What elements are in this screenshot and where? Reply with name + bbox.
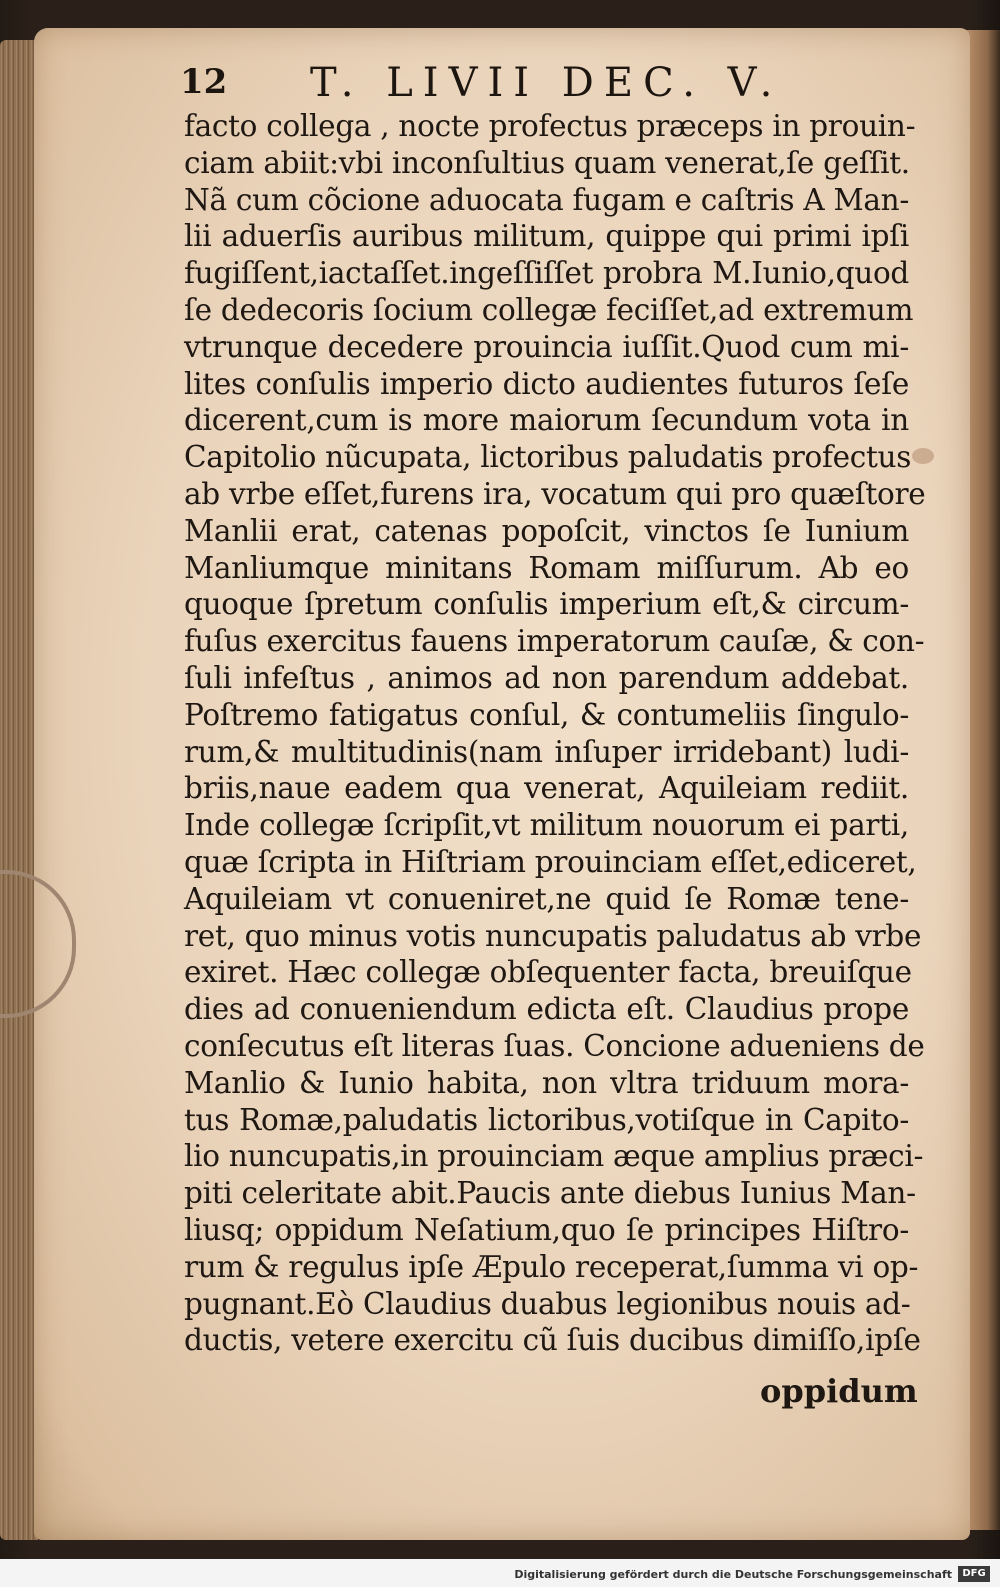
dfg-logo: DFG [958,1566,990,1582]
text-line: exiret. Hæc collegæ obſequenter facta, breuiſque [184,955,912,990]
text-line: ret, quo minus votis nuncupatis paludatus ab vrbe [184,918,922,953]
text-line: Manliumque minitans Romam miſſurum. Ab eo [184,550,909,585]
text-line: dies ad conueniendum edicta eſt. Claudius prope [184,992,909,1027]
text-line: fugiſſent,iactaſſet.ingeſſiſſet probra M.Iunio,quod [184,256,909,291]
text-line: liusq; oppidum Neſatium,quo ſe principes Hiſtro- [184,1212,909,1247]
footer-bar [0,1559,1000,1587]
text-line: piti celeritate abit.Paucis ante diebus Iunius Man- [184,1176,916,1211]
book-page-edges-left [0,40,38,1540]
text-line: ab vrbe eſſet,furens ira, vocatum qui pro quæſtore [184,476,926,511]
paper-stain [912,448,934,464]
text-line: ſuli infeſtus , animos ad non parendum addebat. [184,660,909,695]
catchword: oppidum [760,1372,918,1410]
text-line: Inde collegæ ſcripſit,vt militum nouorum ei parti, [184,808,909,843]
running-title: T. LIVII DEC. V. [310,60,783,106]
text-line: briis,naue eadem qua venerat, Aquileiam rediit. [184,771,909,806]
text-line: ductis, vetere exercitu cũ ſuis ducibus dimiſſo,ipſe [184,1323,921,1358]
text-line: quæ ſcripta in Hiſtriam prouinciam eſſet,ediceret, [184,844,917,879]
text-line: conſecutus eſt literas ſuas. Concione adueniens de [184,1028,925,1063]
text-line: vtrunque decedere prouincia iuſſit.Quod cum mi- [184,329,909,364]
text-line: ſe dedecoris ſocium collegæ feciſſet,ad extremum [184,292,914,327]
page-number: 12 [180,62,228,102]
text-line: lites conſulis imperio dicto audientes futuros ſeſe [184,366,909,401]
text-line: quoque ſpretum conſulis imperium eſt,& circum- [184,587,909,622]
text-line: ciam abiit:vbi inconſultius quam venerat,ſe geſſit. [184,145,910,180]
body-text [184,108,926,1359]
text-line: pugnant.Eò Claudius duabus legionibus nouis ad- [184,1286,911,1321]
funding-credit: Digitalisierung gefördert durch die Deutsche Forschungsgemeinschaft [514,1568,952,1581]
text-line: dicerent,cum is more maiorum ſecundum vota in [184,403,909,438]
text-line: Manlio & Iunio habita, non vltra triduum mora- [184,1065,909,1100]
text-line: Capitolio nũcupata, lictoribus paludatis profectus [184,440,912,475]
text-line: lii aduerſis auribus militum, quippe qui primi ipſi [184,219,909,254]
text-line: tus Romæ,paludatis lictoribus,votiſque in Capito- [184,1102,909,1137]
text-line: Manlii erat, catenas popoſcit, vinctos ſe Iunium [184,513,909,548]
text-line: rum,& multitudinis(nam inſuper irridebant) ludi- [184,734,909,769]
text-line: lio nuncupatis,in prouinciam æque amplius præci- [184,1139,924,1174]
text-line: Nã cum cõcione aduocata fugam e caſtris A Man- [184,182,909,217]
text-line: Poſtremo fatigatus conſul, & contumeliis ſingulo- [184,697,909,732]
text-line: facto collega , nocte profectus præceps in prouin- [184,109,916,143]
text-line: rum & regulus ipſe Æpulo receperat,ſumma vi op- [184,1249,919,1284]
text-line: Aquileiam vt conueniret,ne quid ſe Romæ tene- [184,881,909,916]
text-line: fuſus exercitus fauens imperatorum cauſæ, & con- [184,624,925,659]
